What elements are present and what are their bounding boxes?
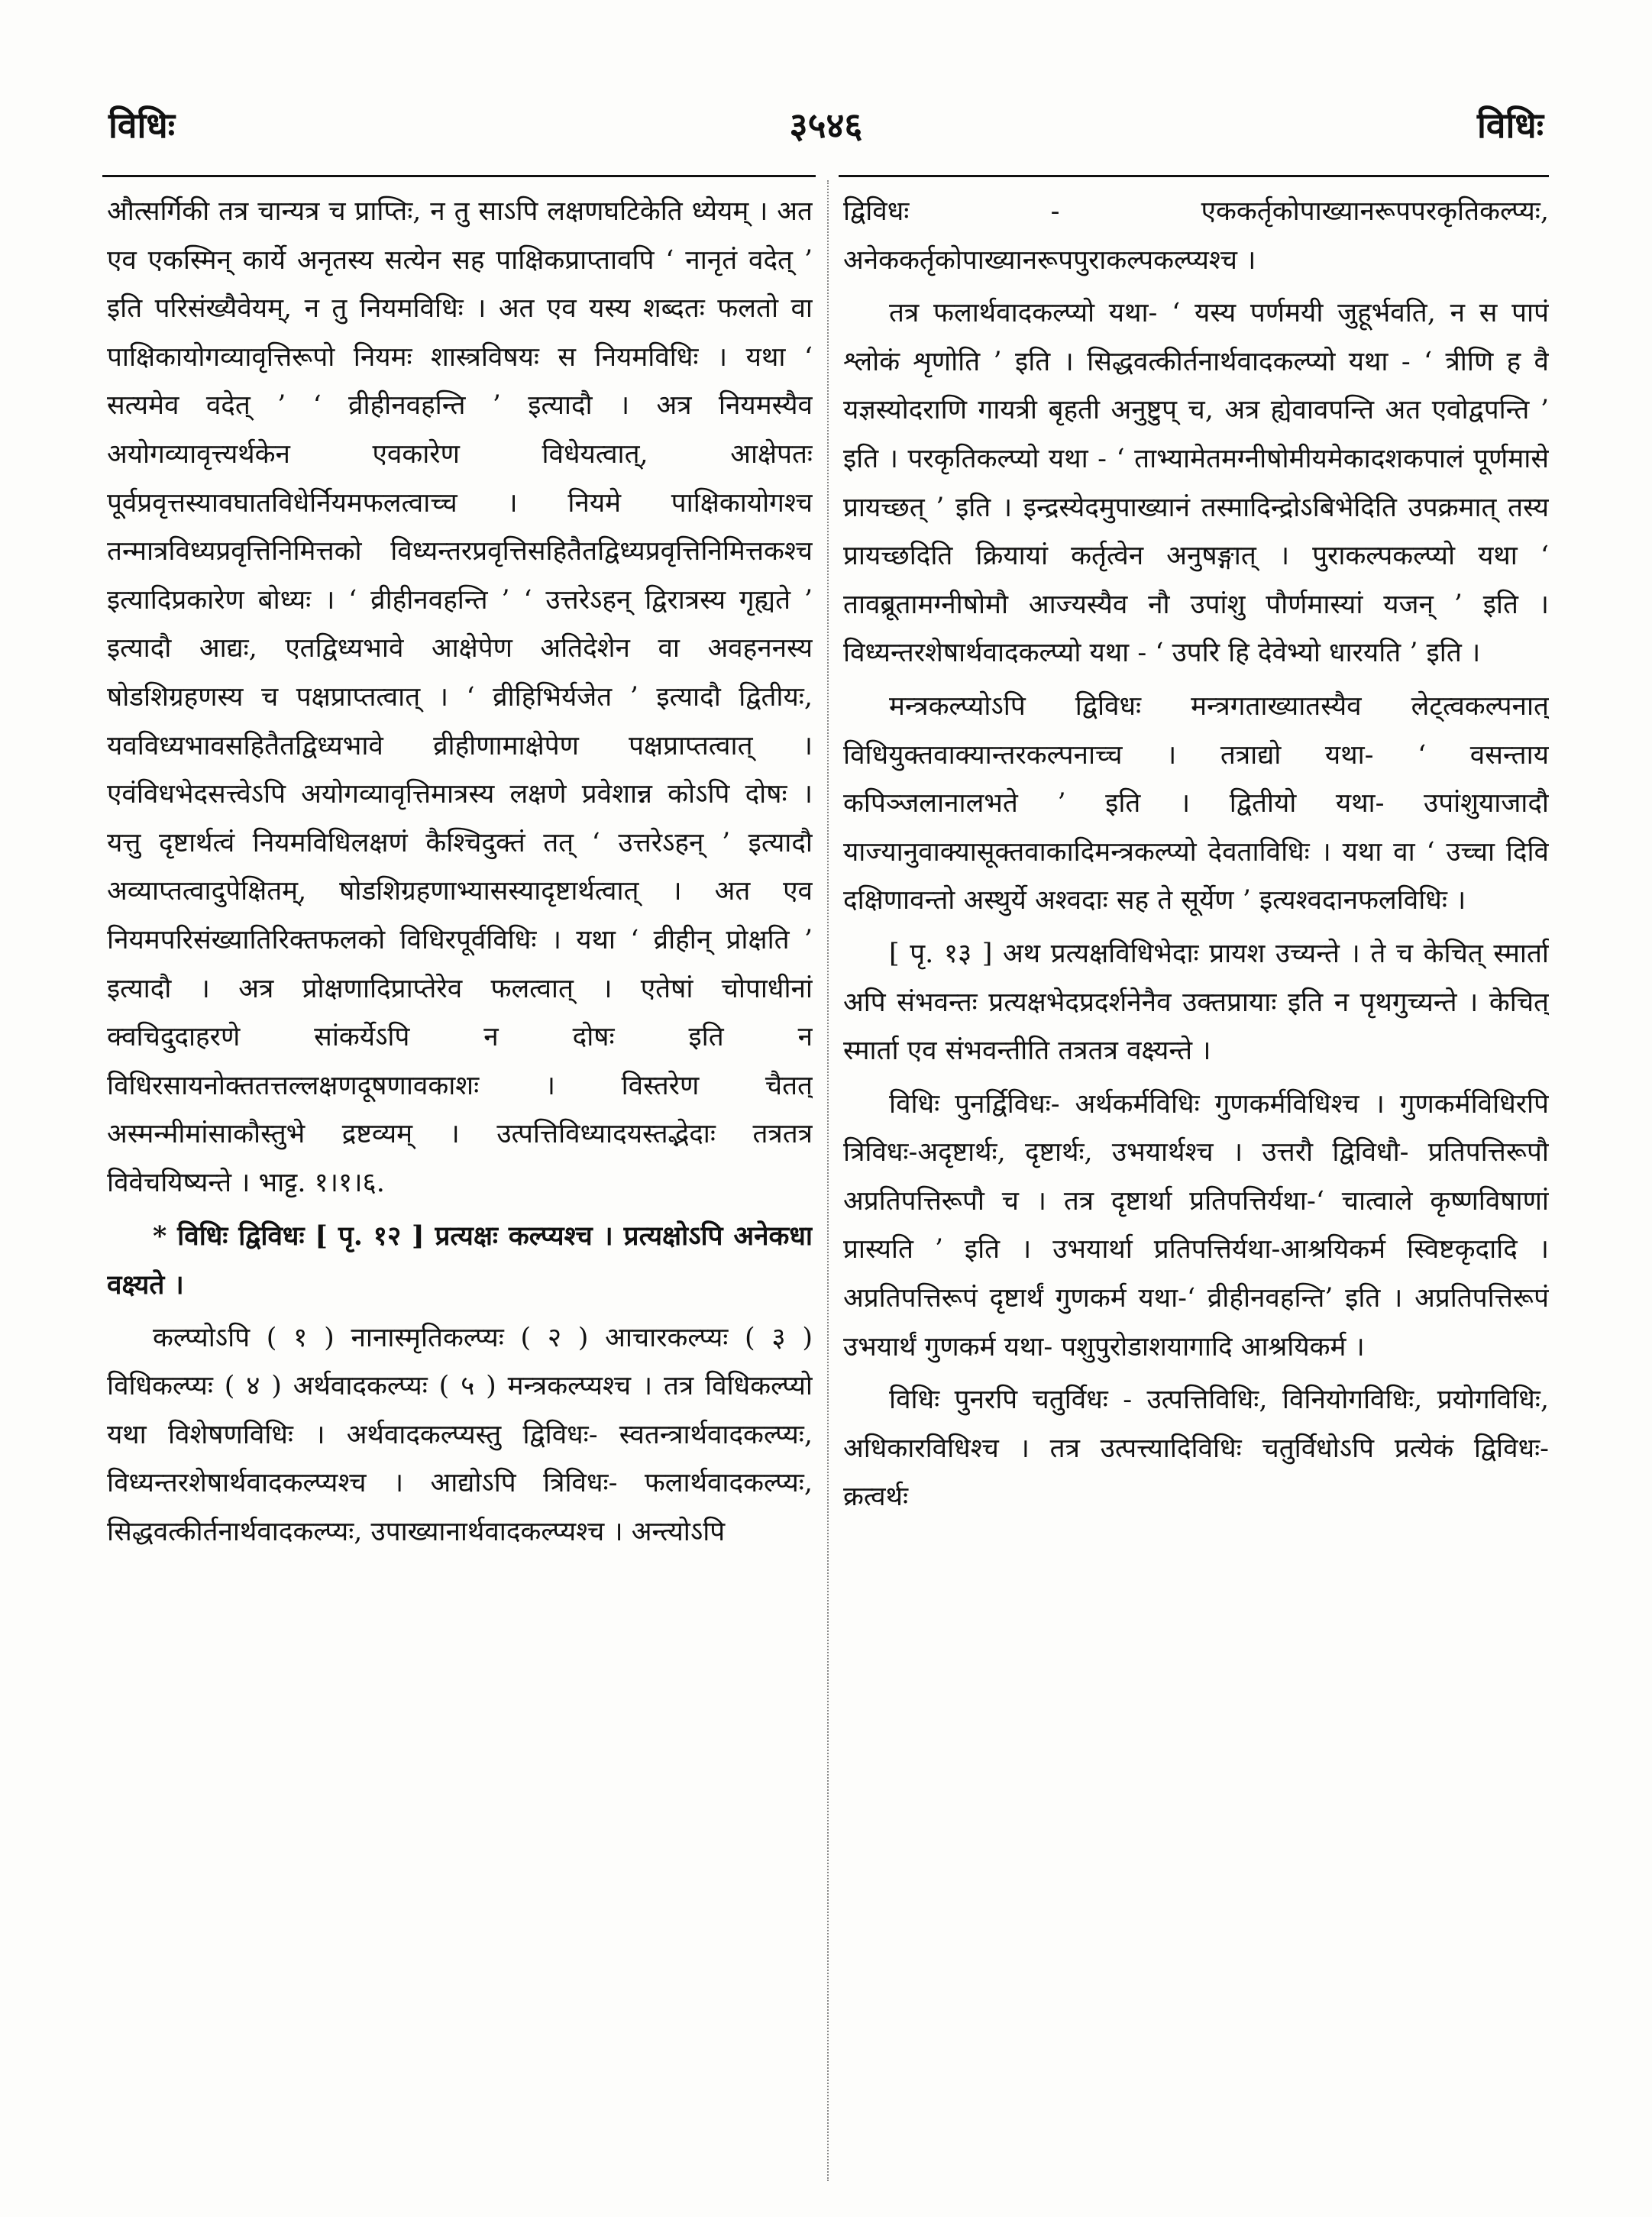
- left-paragraph-2: * विधिः द्विविधः [ पृ. १२ ] प्रत्यक्षः कल्प्यश्च । प्रत्यक्षोऽपि अनेकधा वक्ष्यते ।: [107, 1220, 813, 1301]
- page-number: ३५४६: [789, 105, 863, 146]
- header-left-keyword: विधिः: [108, 105, 175, 146]
- right-paragraph-3: मन्त्रकल्प्योऽपि द्विविधः मन्त्रगताख्यातस्यैव लेट्त्वकल्पनात् विधियुक्तवाक्यान्तरकल्पनाच्च । तत्राद्यो यथा- ‘ वसन्ताय कपिञ्जलानालभते ’ इति । द्वितीयो यथा- उपांशुयाजादौ याज्यानुवाक्यासूक्तवाकादिमन्त्रकल्प्यो देवताविधिः । यथा वा ‘ उच्चा दिवि दक्षिणावन्तो अस्थुर्ये अश्वदाः सह ते सूर्येण ’ इत्यश्वदानफलविधिः ।: [843, 690, 1549, 916]
- right-paragraph-4: [ पृ. १३ ] अथ प्रत्यक्षविधिभेदाः प्रायश उच्यन्ते । ते च केचित् स्मार्ता अपि संभवन्तः प्रत्यक्षभेदप्रदर्शनेनैव उक्तप्रायाः इति न पृथगुच्यन्ते । केचित् स्मार्ता एव संभवन्तीति तत्रतत्र वक्ष्यन्ते ।: [843, 938, 1549, 1067]
- right-paragraph-6: विधिः पुनरपि चतुर्विधः - उत्पत्तिविधिः, विनियोगविधिः, प्रयोगविधिः, अधिकारविधिश्च । तत्र उत्पत्त्यादिविधिः चतुर्विधोऽपि प्रत्येकं द्विविधः- क्रत्वर्थः: [843, 1385, 1549, 1513]
- right-paragraph-1: द्विविधः - एककर्तृकोपाख्यानरूपपरकृतिकल्प्यः, अनेककर्तृकोपाख्यानरूपपुराकल्पकल्प्यश्च ।: [843, 196, 1549, 276]
- left-paragraph-1: औत्सर्गिकी तत्र चान्यत्र च प्राप्तिः, न तु साऽपि लक्षणघटिकेति ध्येयम् । अत एव एकस्मिन् कार्ये अनृतस्य सत्येन सह पाक्षिकप्राप्तावपि ‘ नानृतं वदेत् ’ इति परिसंख्यैवेयम्, न तु नियमविधिः । अत एव यस्य शब्दतः फलतो वा पाक्षिकायोगव्यावृत्तिरूपो नियमः शास्त्रविषयः स नियमविधिः । यथा ‘ सत्यमेव वदेत् ’ ‘ व्रीहीनवहन्ति ’ इत्यादौ । अत्र नियमस्यैव अयोगव्यावृत्त्यर्थकेन एवकारेण विधेयत्वात्, आक्षेपतः पूर्वप्रवृत्तस्यावघातविधेर्नियमफलत्वाच्च । नियमे पाक्षिकायोगश्च तन्मात्रविध्यप्रवृत्तिनिमित्तको विध्यन्तरप्रवृत्तिसहितैतद्विध्यप्रवृत्तिनिमित्तकश्च इत्यादिप्रकारेण बोध्यः । ‘ व्रीहीनवहन्ति ’ ‘ उत्तरेऽहन् द्विरात्रस्य गृह्यते ’ इत्यादौ आद्यः, एतद्विध्यभावे आक्षेपेण अतिदेशेन वा अवहननस्य षोडशिग्रहणस्य च पक्षप्राप्तत्वात् । ‘ व्रीहिभिर्यजेत ’ इत्यादौ द्वितीयः, यवविध्यभावसहितैतद्विध्यभावे व्रीहीणामाक्षेपेण पक्षप्राप्तत्वात् । एवंविधभेदसत्त्वेऽपि अयोगव्यावृत्तिमात्रस्य लक्षणे प्रवेशान्न कोऽपि दोषः । यत्तु दृष्टार्थत्वं नियमविधिलक्षणं कैश्चिदुक्तं तत् ‘ उत्तरेऽहन् ’ इत्यादौ अव्याप्तत्वादुपेक्षितम्, षोडशिग्रहणाभ्यासस्यादृष्टार्थत्वात् । अत एव नियमपरिसंख्यातिरिक्तफलको विधिरपूर्वविधिः । यथा ‘ व्रीहीन् प्रोक्षति ’ इत्यादौ । अत्र प्रोक्षणादिप्राप्तेरेव फलत्वात् । एतेषां चोपाधीनां क्वचिदुदाहरणे सांकर्येऽपि न दोषः इति न विधिरसायनोक्ततत्तल्लक्षणदूषणावकाशः । विस्तरेण चैतत् अस्मन्मीमांसाकौस्तुभे द्रष्टव्यम् । उत्पत्तिविध्यादयस्तद्भेदाः तत्रतत्र विवेचयिष्यन्ते । भाट्ट. १।१।६.: [107, 196, 813, 1198]
- header-rule-right: [839, 175, 1549, 177]
- left-column: [107, 188, 813, 2189]
- column-divider: [827, 180, 830, 2181]
- header-rule-left: [102, 175, 816, 177]
- running-head: [108, 98, 1544, 151]
- header-right-keyword: विधिः: [1477, 105, 1544, 146]
- right-paragraph-2: तत्र फलार्थवादकल्प्यो यथा- ‘ यस्य पर्णमयी जुहूर्भवति, न स पापं श्लोकं शृणोति ’ इति । सिद्धवत्कीर्तनार्थवादकल्प्यो यथा - ‘ त्रीणि ह वै यज्ञस्योदराणि गायत्री बृहती अनुष्टुप् च, अत्र ह्येवावपन्ति अत एवोद्वपन्ति ’ इति । परकृतिकल्प्यो यथा - ‘ ताभ्यामेतमग्नीषोमीयमेकादशकपालं पूर्णमासे प्रायच्छत् ’ इति । इन्द्रस्येदमुपाख्यानं तस्मादिन्द्रोऽबिभेदिति उपक्रमात् तस्य प्रायच्छदिति क्रियायां कर्तृत्वेन अनुषङ्गात् । पुराकल्पकल्प्यो यथा ‘ तावब्रूतामग्नीषोमौ आज्यस्यैव नौ उपांशु पौर्णमास्यां यजन् ’ इति । विध्यन्तरशेषार्थवादकल्प्यो यथा - ‘ उपरि हि देवेभ्यो धारयति ’ इति ।: [843, 298, 1549, 669]
- left-paragraph-3: कल्प्योऽपि ( १ ) नानास्मृतिकल्प्यः ( २ ) आचारकल्प्यः ( ३ ) विधिकल्प्यः ( ४ ) अर्थवादकल्प्यः ( ५ ) मन्त्रकल्प्यश्च । तत्र विधिकल्प्यो यथा विशेषणविधिः । अर्थवादकल्प्यस्तु द्विविधः- स्वतन्त्रार्थवादकल्प्यः, विध्यन्तरशेषार्थवादकल्प्यश्च । आद्योऽपि त्रिविधः- फलार्थवादकल्प्यः, सिद्धवत्कीर्तनार्थवादकल्प्यः, उपाख्यानार्थवादकल्प्यश्च । अन्त्योऽपि: [107, 1322, 813, 1548]
- right-column: [843, 188, 1549, 2189]
- right-paragraph-5: विधिः पुनर्द्विविधः- अर्थकर्मविधिः गुणकर्मविधिश्च । गुणकर्मविधिरपि त्रिविधः-अदृष्टार्थः, दृष्टार्थः, उभयार्थश्च । उत्तरौ द्विविधौ- प्रतिपत्तिरूपौ अप्रतिपत्तिरूपौ च । तत्र दृष्टार्था प्रतिपत्तिर्यथा-‘ चात्वाले कृष्णविषाणां प्रास्यति ’ इति । उभयार्था प्रतिपत्तिर्यथा-आश्रयिकर्म स्विष्टकृदादि । अप्रतिपत्तिरूपं दृष्टार्थं गुणकर्म यथा-‘ व्रीहीनवहन्ति’ इति । अप्रतिपत्तिरूपं उभयार्थं गुणकर्म यथा- पशुपुरोडाशयागादि आश्रयिकर्म ।: [843, 1088, 1549, 1362]
